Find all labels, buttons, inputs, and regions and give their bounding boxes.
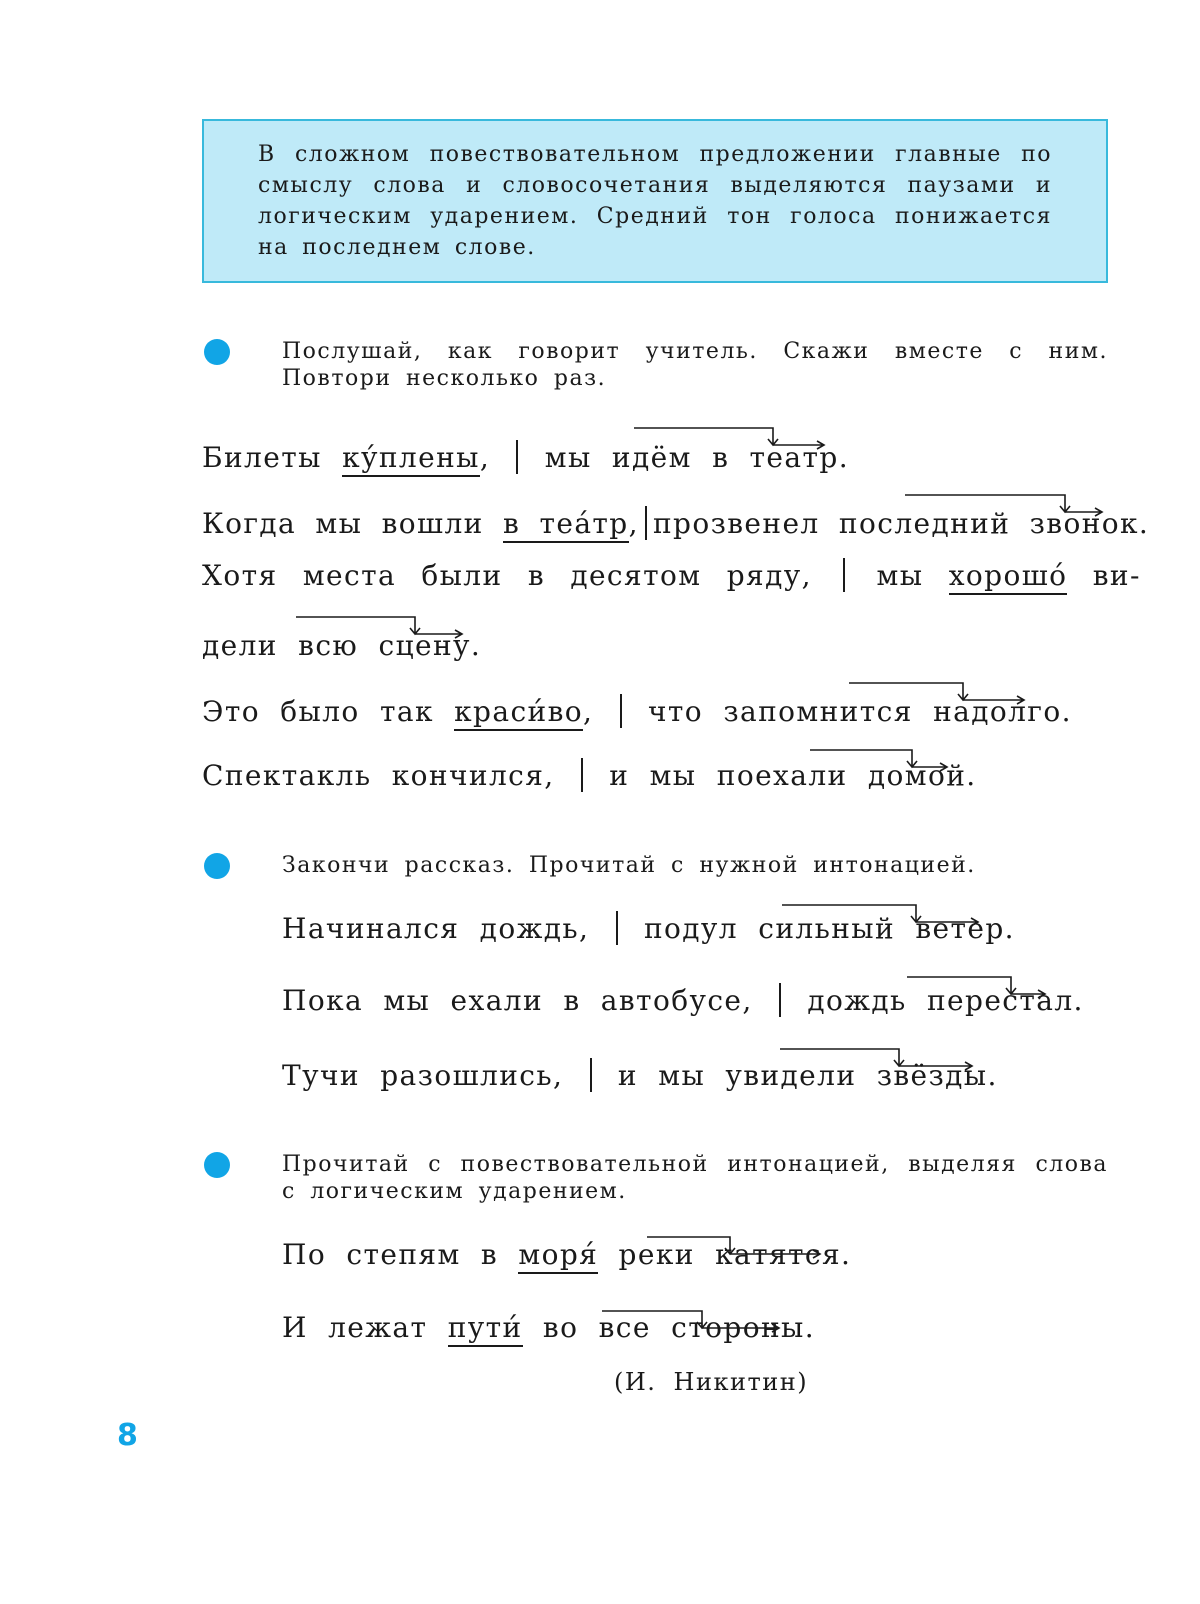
exercise-1-instruction: Послушай, как говорит учитель. Скажи вместе с ним. Повтори несколько раз. xyxy=(282,339,1108,391)
pause-mark xyxy=(620,694,622,728)
intonation-mark xyxy=(904,485,1104,521)
intonation-mark xyxy=(601,1301,801,1337)
poem-line-2: И лежат пути́ во все стороны. xyxy=(282,1310,815,1346)
intonation-mark xyxy=(779,1039,979,1075)
sentence-5: Спектакль кончился, и мы поехали домой. xyxy=(202,759,977,792)
sentence-4: Это было так краси́во, что запомнится надолго. xyxy=(202,694,1072,730)
pause-mark xyxy=(581,758,583,792)
bullet-icon xyxy=(204,1152,230,1178)
pause-mark xyxy=(843,558,845,592)
bullet-icon xyxy=(204,339,230,365)
pause-mark xyxy=(779,983,781,1017)
exercise-2-instruction: Закончи рассказ. Прочитай с нужной интонацией. xyxy=(282,853,976,878)
bullet-icon xyxy=(204,853,230,879)
story-line-3: Тучи разошлись, и мы увидели звёзды. xyxy=(282,1059,998,1092)
pause-mark xyxy=(616,911,618,945)
pause-mark xyxy=(516,440,518,474)
story-line-2: Пока мы ехали в автобусе, дождь перестал. xyxy=(282,984,1084,1017)
pause-mark xyxy=(645,506,647,540)
story-line-1: Начинался дождь, подул сильный ветер. xyxy=(282,912,1015,945)
intonation-mark xyxy=(633,418,833,454)
intonation-mark xyxy=(781,895,981,931)
rule-box xyxy=(202,119,1108,283)
intonation-mark xyxy=(906,967,1106,1003)
intonation-mark xyxy=(848,673,1048,709)
intonation-mark xyxy=(295,607,495,643)
poem-line-1: По степям в моря́ реки катятся. xyxy=(282,1237,851,1273)
page-number: 8 xyxy=(117,1418,138,1453)
exercise-3-instruction: Прочитай с повествовательной интонацией, выделяя слова с логическим ударением. xyxy=(282,1152,1108,1204)
pause-mark xyxy=(590,1058,592,1092)
rule-text: В сложном повествовательном предложении главные по смыслу слова и словосочетания выделяются паузами и логическим ударением. Средний тон голоса понижается на последнем слове. xyxy=(258,142,1052,260)
intonation-mark xyxy=(646,1227,846,1263)
intonation-mark xyxy=(809,740,1009,776)
sentence-3-continued: дели всю сцену. xyxy=(202,629,482,662)
sentence-3: Хотя места были в десятом ряду, мы хорошо́ ви- xyxy=(202,558,1141,594)
sentence-1: Билеты ку́плены, мы идём в театр. xyxy=(202,440,849,476)
poem-author: (И. Никитин) xyxy=(614,1368,809,1396)
sentence-2: Когда мы вошли в теа́тр, прозвенел последний звонок. xyxy=(202,506,1149,542)
